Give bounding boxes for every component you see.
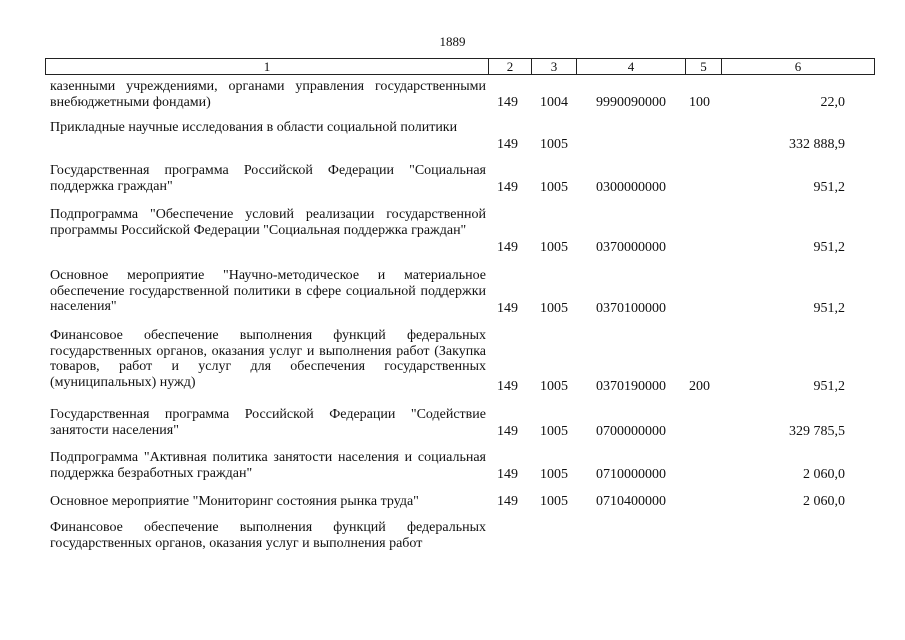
- header-col-3: 3: [532, 59, 577, 74]
- row-col-3: 1005: [540, 301, 568, 316]
- row-col-4: 0300000000: [596, 180, 666, 195]
- row-col-4: 9990090000: [596, 95, 666, 110]
- row-col-4: 0370000000: [596, 240, 666, 255]
- row-col-6: 22,0: [820, 95, 845, 110]
- row-col-3: 1005: [540, 467, 568, 482]
- row-col-5: 200: [689, 379, 710, 394]
- row-col-3: 1005: [540, 137, 568, 152]
- row-col-3: 1005: [540, 180, 568, 195]
- row-col-6: 951,2: [813, 240, 845, 255]
- row-description: Государственная программа Российской Федерации "Содействие занятости населения": [50, 407, 486, 438]
- row-description: Подпрограмма "Активная политика занятости населения и социальная поддержка безработных граждан": [50, 450, 486, 481]
- row-description: Финансовое обеспечение выполнения функций федеральных государственных органов, оказания услуг и выполнения работ (Закупка товаров, работ и услуг для обеспечения государственных (муниципальных) нужд): [50, 328, 486, 390]
- row-col-2: 149: [497, 180, 518, 195]
- row-col-3: 1005: [540, 424, 568, 439]
- page-number: 1889: [439, 34, 466, 49]
- row-col-3: 1004: [540, 95, 568, 110]
- row-col-2: 149: [497, 301, 518, 316]
- row-col-4: 0700000000: [596, 424, 666, 439]
- row-col-3: 1005: [540, 494, 568, 509]
- row-col-4: 0370100000: [596, 301, 666, 316]
- header-col-5: 5: [686, 59, 722, 74]
- header-col-6: 6: [794, 59, 802, 74]
- row-col-2: 149: [497, 494, 518, 509]
- row-description: Подпрограмма "Обеспечение условий реализации государственной программы Российской Федерации "Социальная поддержка граждан": [50, 207, 486, 238]
- table-header: [45, 58, 875, 75]
- row-col-6: 329 785,5: [789, 424, 845, 439]
- row-col-6: 2 060,0: [803, 494, 845, 509]
- row-col-4: 0710400000: [596, 494, 666, 509]
- row-col-6: 951,2: [813, 379, 845, 394]
- row-col-4: 0370190000: [596, 379, 666, 394]
- row-col-6: 951,2: [813, 301, 845, 316]
- row-col-2: 149: [497, 240, 518, 255]
- row-description: Основное мероприятие "Мониторинг состояния рынка труда": [50, 494, 419, 509]
- row-description: Прикладные научные исследования в области социальной политики: [50, 120, 458, 135]
- row-col-4: 0710000000: [596, 467, 666, 482]
- row-col-2: 149: [497, 467, 518, 482]
- row-col-2: 149: [497, 424, 518, 439]
- row-col-6: 951,2: [813, 180, 845, 195]
- row-description: Основное мероприятие "Научно-методическое и материальное обеспечение государственной политики в сфере социальной поддержки населения": [50, 268, 486, 314]
- row-col-6: 332 888,9: [789, 137, 845, 152]
- header-col-4: 4: [577, 59, 686, 74]
- row-description: Финансовое обеспечение выполнения функций федеральных государственных органов, оказания услуг и выполнения работ: [50, 520, 486, 551]
- row-col-3: 1005: [540, 240, 568, 255]
- row-description: казенными учреждениями, органами управления государственными внебюджетными фондами): [50, 79, 486, 110]
- row-col-2: 149: [497, 95, 518, 110]
- header-col-1: 1: [46, 59, 489, 74]
- header-col-2: 2: [489, 59, 532, 74]
- row-col-3: 1005: [540, 379, 568, 394]
- row-col-2: 149: [497, 379, 518, 394]
- row-col-2: 149: [497, 137, 518, 152]
- row-description: Государственная программа Российской Федерации "Социальная поддержка граждан": [50, 163, 486, 194]
- row-col-6: 2 060,0: [803, 467, 845, 482]
- row-col-5: 100: [689, 95, 710, 110]
